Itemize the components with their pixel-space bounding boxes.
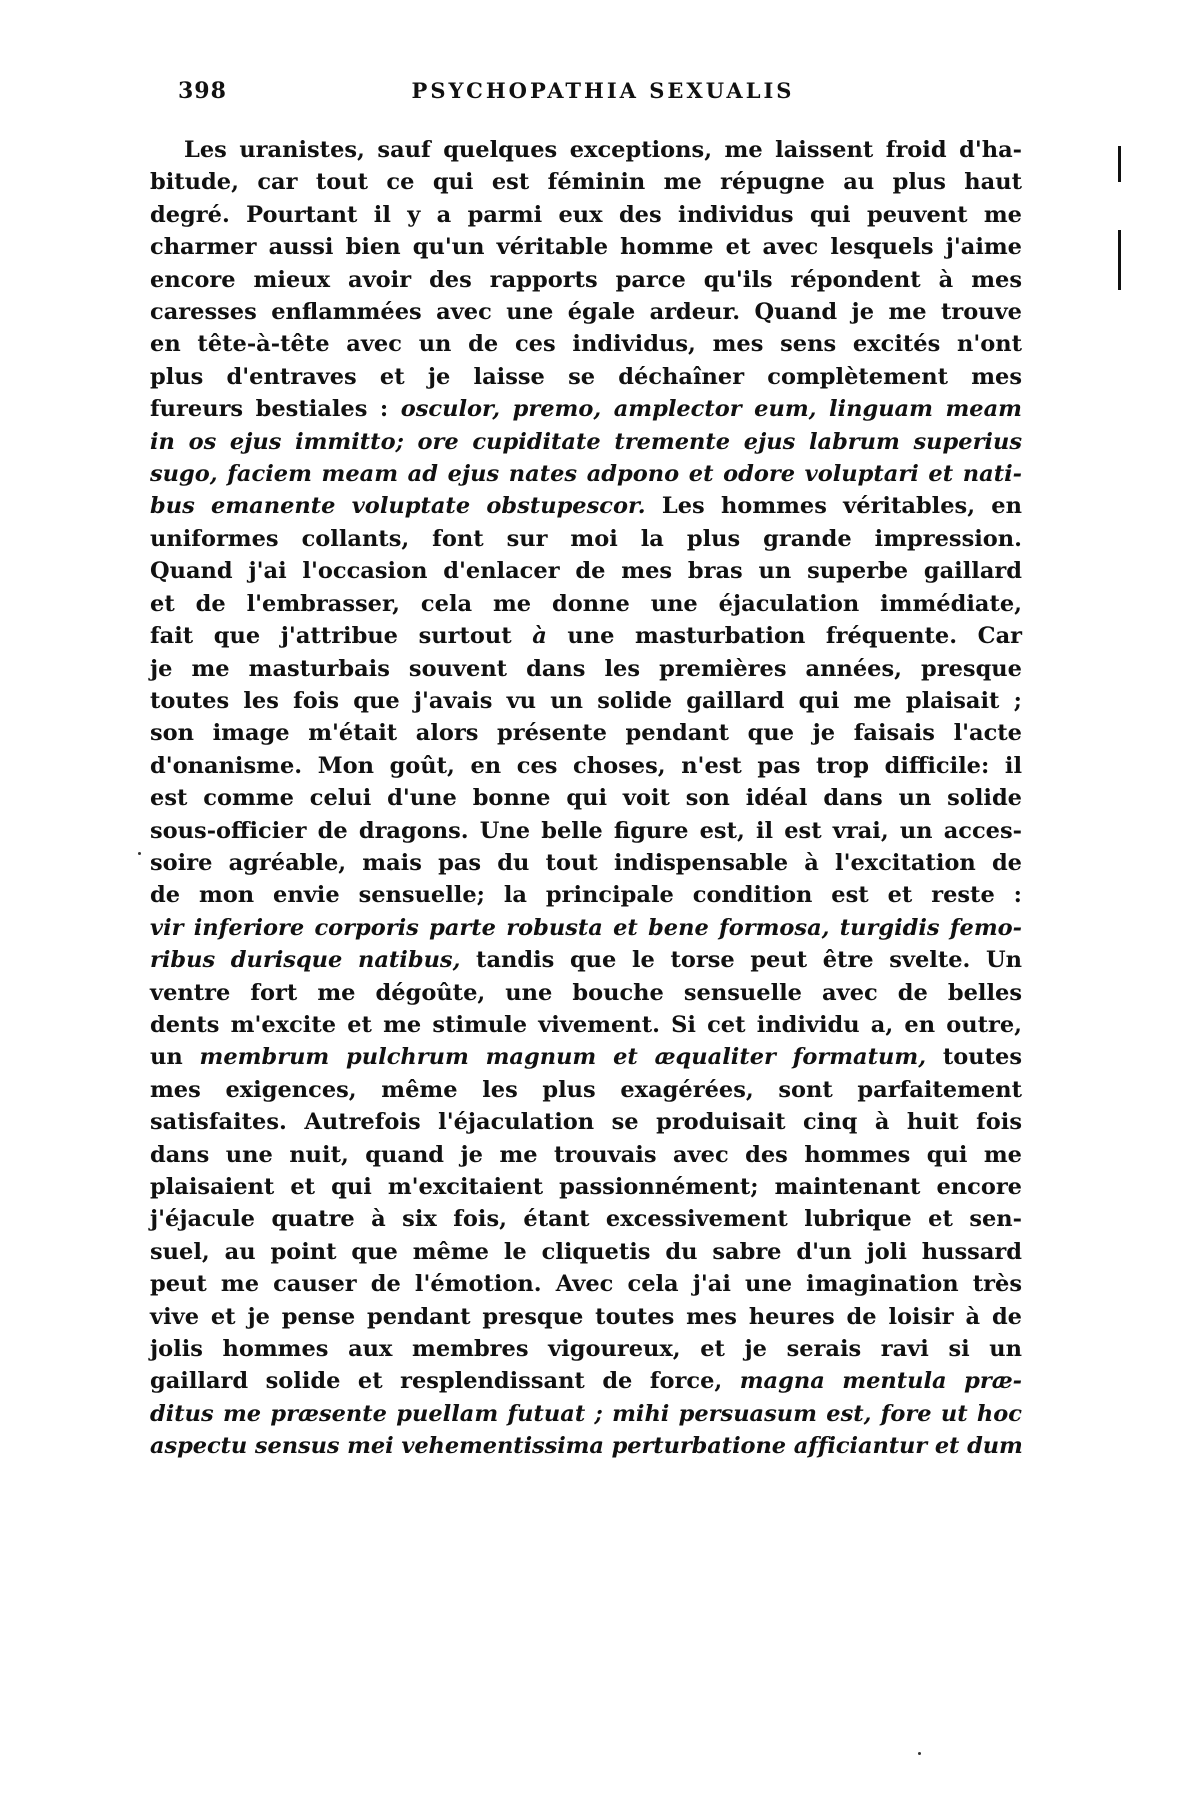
- text-line: [150, 134, 1022, 166]
- text-line: [150, 717, 1022, 749]
- text-line: [150, 1009, 1022, 1041]
- text-line: [150, 588, 1022, 620]
- text-segment: je me masturbais souvent dans les premières années, presque: [150, 655, 1022, 682]
- text-line: [150, 166, 1022, 198]
- text-line: [150, 1074, 1022, 1106]
- text-line: [150, 426, 1022, 458]
- text-line: [150, 296, 1022, 328]
- text-line: [150, 1301, 1022, 1333]
- margin-mark: [1118, 230, 1121, 290]
- text-segment: degré. Pourtant il y a parmi eux des individus qui peuvent me: [150, 201, 1022, 228]
- text-line: [150, 815, 1022, 847]
- text-segment: plus d'entraves et je laisse se déchaîner complètement mes: [150, 363, 1022, 390]
- latin-italic-text: magna mentula præ-: [739, 1368, 1022, 1395]
- text-segment: fureurs bestiales :: [150, 396, 401, 423]
- text-segment: Quand j'ai l'occasion d'enlacer de mes bras un superbe gaillard: [150, 558, 1022, 585]
- text-line: [150, 1041, 1022, 1073]
- latin-italic-text: ribus durisque natibus,: [150, 947, 461, 974]
- text-line: [150, 1236, 1022, 1268]
- text-segment: encore mieux avoir des rapports parce qu'ils répondent à mes: [150, 266, 1022, 293]
- text-segment: tandis que le torse peut être svelte. Un: [460, 947, 1022, 974]
- text-line: [150, 1106, 1022, 1138]
- text-line: [150, 879, 1022, 911]
- text-segment: gaillard solide et resplendissant de force,: [150, 1368, 740, 1395]
- text-segment: uniformes collants, font sur moi la plus grande impression.: [150, 525, 1022, 552]
- latin-italic-text: aspectu sensus mei vehementissima perturbatione afficiantur et dum: [150, 1433, 1023, 1460]
- latin-italic-text: bus emanente voluptate obstupescor.: [150, 493, 646, 520]
- scan-speck: [138, 852, 141, 855]
- text-line: [150, 199, 1022, 231]
- text-line: [150, 328, 1022, 360]
- text-line: [150, 1268, 1022, 1300]
- text-line: [150, 1333, 1022, 1365]
- text-segment: j'éjacule quatre à six fois, étant excessivement lubrique et sen-: [150, 1206, 1022, 1233]
- text-line: [150, 393, 1022, 425]
- text-line: [150, 912, 1022, 944]
- text-segment: Les hommes véritables, en: [645, 493, 1022, 520]
- text-segment: d'onanisme. Mon goût, en ces choses, n'est pas trop difficile: il: [150, 752, 1022, 779]
- text-segment: Les uranistes, sauf quelques exceptions, me laissent froid d'ha-: [184, 137, 1022, 163]
- text-line: [150, 782, 1022, 814]
- text-line: [150, 361, 1022, 393]
- text-line: [150, 685, 1022, 717]
- text-segment: dans une nuit, quand je me trouvais avec des hommes qui me: [150, 1141, 1022, 1168]
- text-line: [150, 1171, 1022, 1203]
- text-segment: suel, au point que même le cliquetis du sabre d'un joli hussard: [150, 1238, 1022, 1265]
- text-segment: satisfaites. Autrefois l'éjaculation se produisait cinq à huit fois: [150, 1109, 1022, 1136]
- text-line: [150, 944, 1022, 976]
- text-segment: est comme celui d'une bonne qui voit son idéal dans un solide: [150, 785, 1022, 812]
- text-segment: un: [150, 1044, 200, 1071]
- text-segment: peut me causer de l'émotion. Avec cela j'ai une imagination très: [150, 1271, 1022, 1298]
- text-segment: mes exigences, même les plus exagérées, sont parfaitement: [150, 1076, 1022, 1103]
- scan-speck: [918, 1752, 921, 1755]
- text-line: [150, 264, 1022, 296]
- latin-italic-text: osculor, premo, amplector eum, linguam meam: [400, 396, 1022, 423]
- text-segment: soire agréable, mais pas du tout indispensable à l'excitation de: [150, 849, 1022, 876]
- page-header: [178, 78, 1028, 108]
- margin-mark: [1118, 146, 1121, 182]
- text-line: [150, 490, 1022, 522]
- page-number: 398: [178, 78, 227, 104]
- text-line: [150, 523, 1022, 555]
- text-line: [150, 555, 1022, 587]
- text-segment: fait que j'attribue surtout: [150, 623, 533, 650]
- text-segment: une masturbation fréquente. Car: [546, 623, 1022, 650]
- text-line: [150, 1430, 1022, 1462]
- body-paragraph: [150, 134, 1022, 1463]
- text-segment: sous-officier de dragons. Une belle figure est, il est vrai, un acces-: [150, 817, 1022, 844]
- text-segment: et de l'embrasser, cela me donne une éjaculation immédiate,: [150, 590, 1022, 617]
- text-line: [150, 653, 1022, 685]
- text-segment: en tête-à-tête avec un de ces individus, mes sens excités n'ont: [150, 331, 1022, 358]
- text-segment: plaisaient et qui m'excitaient passionnément; maintenant encore: [150, 1174, 1022, 1200]
- latin-italic-text: vir inferiore corporis parte robusta et bene formosa, turgidis femo-: [150, 914, 1022, 941]
- latin-italic-text: sugo, faciem meam ad ejus nates adpono et odore voluptari et nati-: [150, 461, 1022, 488]
- text-line: [150, 847, 1022, 879]
- text-line: [150, 1398, 1022, 1430]
- text-line: [150, 977, 1022, 1009]
- text-line: [150, 458, 1022, 490]
- text-line: [150, 1203, 1022, 1235]
- text-line: [150, 750, 1022, 782]
- running-title: PSYCHOPATHIA SEXUALIS: [411, 78, 795, 103]
- latin-italic-text: à: [532, 623, 547, 650]
- text-segment: ventre fort me dégoûte, une bouche sensuelle avec de belles: [150, 979, 1022, 1006]
- text-segment: bitude, car tout ce qui est féminin me répugne au plus haut: [150, 169, 1022, 196]
- text-segment: son image m'était alors présente pendant que je faisais l'acte: [150, 720, 1022, 747]
- text-line: [150, 1365, 1022, 1397]
- text-segment: de mon envie sensuelle; la principale condition est et reste :: [150, 882, 1022, 909]
- text-line: [150, 231, 1022, 263]
- latin-italic-text: in os ejus immitto; ore cupiditate tremente ejus labrum superius: [150, 428, 1022, 455]
- text-segment: toutes les fois que j'avais vu un solide gaillard qui me plaisait ;: [150, 687, 1022, 714]
- text-segment: vive et je pense pendant presque toutes mes heures de loisir à de: [150, 1303, 1022, 1330]
- text-line: [150, 620, 1022, 652]
- text-segment: jolis hommes aux membres vigoureux, et je serais ravi si un: [150, 1336, 1022, 1363]
- text-line: [150, 1139, 1022, 1171]
- text-segment: charmer aussi bien qu'un véritable homme et avec lesquels j'aime: [150, 234, 1022, 261]
- text-segment: toutes: [926, 1044, 1022, 1071]
- latin-italic-text: membrum pulchrum magnum et æqualiter formatum,: [199, 1044, 927, 1071]
- text-segment: dents m'excite et me stimule vivement. Si cet individu a, en outre,: [150, 1011, 1022, 1038]
- latin-italic-text: ditus me præsente puellam futuat ; mihi persuasum est, fore ut hoc: [150, 1400, 1022, 1427]
- text-segment: caresses enflammées avec une égale ardeur. Quand je me trouve: [150, 299, 1022, 326]
